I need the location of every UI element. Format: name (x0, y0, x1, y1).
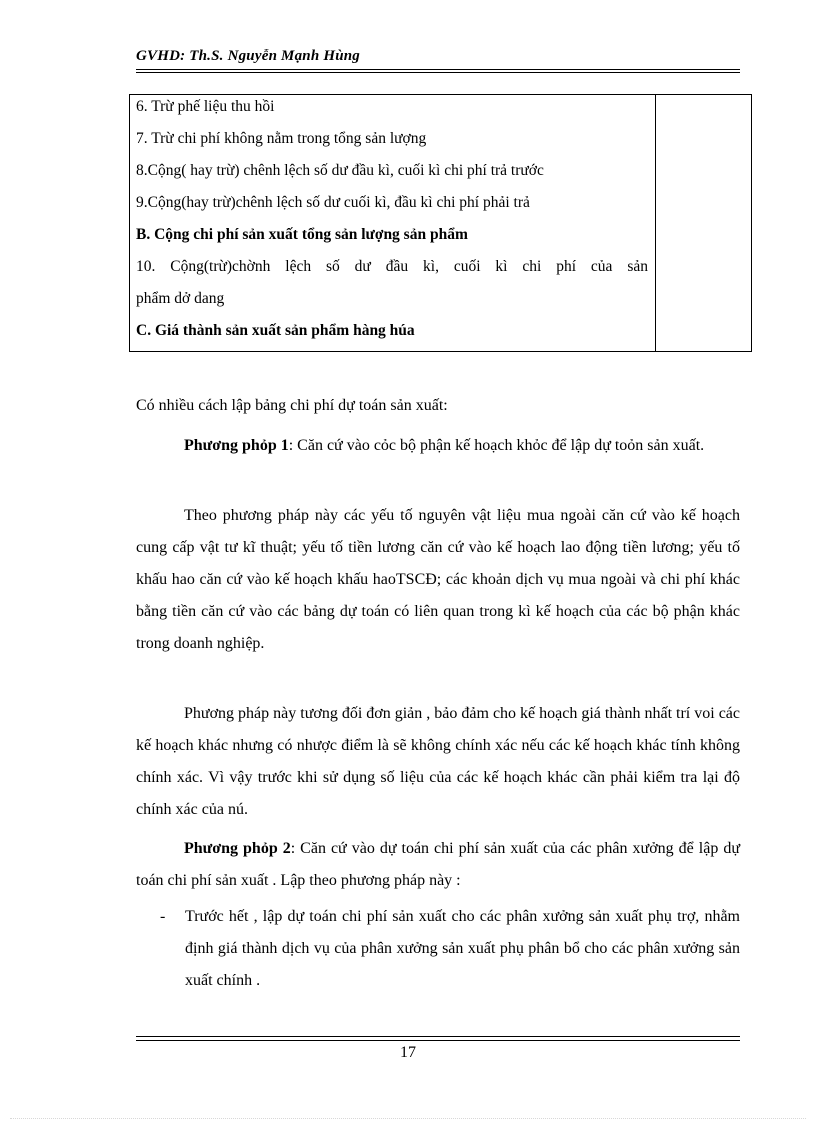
table-row: 8.Cộng( hay trừ) chênh lệch số dư đầu kì, cuối kì chi phí trả trước (136, 162, 544, 179)
paragraph-2: Phương pháp này tương đối đơn giản , bảo đảm cho kế hoạch giá thành nhất trí voi các kế hoạch khác nhưng có nhược điểm là sẽ không chính xác nếu các kế hoạch khác tính không chính xác. Vì vậy trước khi sử dụng số liệu của các kế hoạch khác cần phải kiểm tra lại độ chính xác của nú. (136, 705, 740, 818)
bullet-item-1: Trước hết , lập dự toán chi phí sản xuất cho các phân xưởng sản xuất phụ trợ, nhằm định giá thành dịch vụ của phân xưởng sản xuất phụ phân bổ cho các phân xưởng sản xuất chính . (185, 908, 740, 989)
bullet-marker: - (160, 908, 166, 925)
page-number: 17 (400, 1044, 416, 1061)
table-row: 7. Trừ chi phí không nằm trong tổng sản lượng (136, 130, 427, 147)
header-rule (136, 69, 740, 70)
cost-table (129, 94, 752, 352)
table-row: B. Cộng chi phí sản xuất tổng sản lượng sản phẩm (136, 226, 468, 243)
method2-text: : Căn cứ vào dự toán chi phí sản xuất của các phân xưởng để lập dự toán chi phí sản xuất . Lập theo phương pháp này : (136, 840, 740, 889)
table-row: 10. Cộng(trừ)chờnh lệch số dư đầu kì, cuối kì chi phí của sản (136, 258, 648, 275)
footer-rule (136, 1036, 740, 1037)
table-row: 9.Cộng(hay trừ)chênh lệch số dư cuối kì, đầu kì chi phí phải trả (136, 194, 530, 211)
footer-rule-double (136, 1040, 740, 1041)
method1-paragraph (136, 430, 740, 462)
table-row: 6. Trừ phế liệu thu hồi (136, 98, 275, 115)
method2-label: Phương phỏp 2 (184, 840, 291, 857)
intro-paragraph: Có nhiều cách lập bảng chi phí dự toán sản xuất: (136, 397, 448, 414)
method2-paragraph (136, 833, 740, 897)
page-header: GVHD: Th.S. Nguyễn Mạnh Hùng (136, 48, 360, 64)
header-rule-double (136, 72, 740, 73)
table-row: phẩm dở dang (136, 290, 225, 307)
method1-label: Phương phỏp 1 (184, 437, 289, 454)
method1-text: : Căn cứ vào cỏc bộ phận kế hoạch khỏc để lập dự toỏn sản xuất. (288, 437, 705, 454)
paragraph-1: Theo phương pháp này các yếu tố nguyên vật liệu mua ngoài căn cứ vào kế hoạch cung cấp vật tư kĩ thuật; yếu tố tiền lương căn cứ vào kế hoạch lao động tiền lương; yếu tố khấu hao căn cứ vào kế hoạch khấu haoTSCĐ; các khoản dịch vụ mua ngoài và chi phí khác bằng tiền căn cứ vào các bảng dự toán có liên quan trong kì kế hoạch của các bộ phận khác trong doanh nghiệp. (136, 507, 740, 652)
table-row: C. Giá thành sản xuất sản phẩm hàng húa (136, 322, 415, 339)
page-edge-dotted (10, 1118, 806, 1119)
table-column-divider (655, 95, 656, 351)
